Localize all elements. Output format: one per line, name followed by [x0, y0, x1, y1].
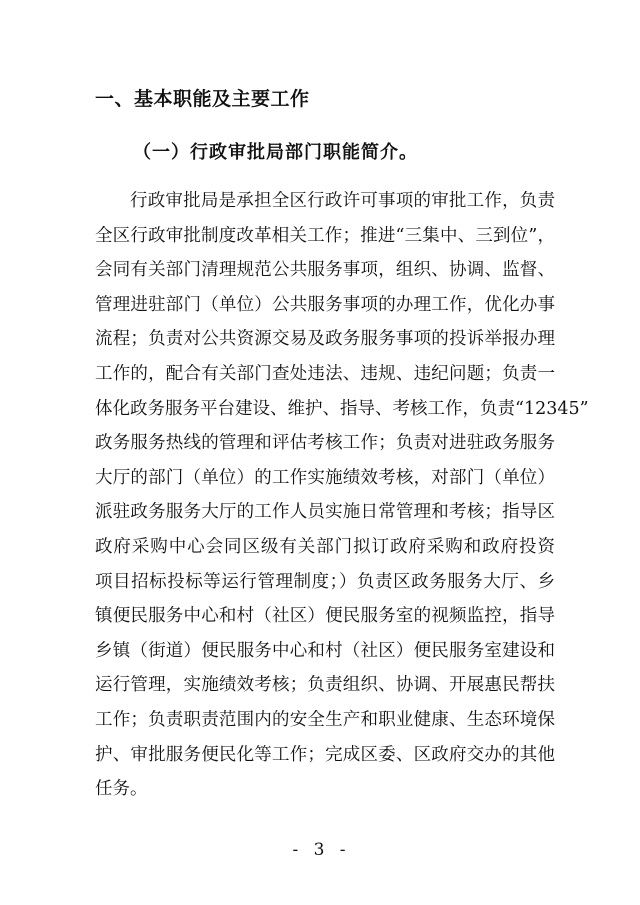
paragraph-line: 全区行政审批制度改革相关工作；推进“三集中、三到位”，: [95, 225, 555, 246]
paragraph-line: 任务。: [95, 779, 148, 800]
paragraph-line: 体化政务服务平台建设、维护、指导、考核工作，负责“12345”: [95, 398, 589, 419]
paragraph-line: 护、审批服务便民化等工作；完成区委、区政府交办的其他: [95, 744, 555, 765]
body-paragraph: [95, 184, 589, 807]
paragraph-line: 政务服务热线的管理和评估考核工作；负责对进驻政务服务: [95, 433, 555, 454]
paragraph-line: 政府采购中心会同区级有关部门拟订政府采购和政府投资: [95, 536, 555, 557]
paragraph-line: 镇便民服务中心和村（社区）便民服务室的视频监控，指导: [95, 606, 555, 627]
paragraph-line: 运行管理，实施绩效考核；负责组织、协调、开展惠民帮扶: [95, 675, 555, 696]
section-heading: 一、基本职能及主要工作: [95, 88, 310, 110]
paragraph-line: 项目招标投标等运行管理制度；）负责区政务服务大厅、乡: [95, 571, 555, 592]
paragraph-line: 管理进驻部门（单位）公共服务事项的办理工作，优化办事: [95, 294, 555, 315]
paragraph-line: 派驻政务服务大厅的工作人员实施日常管理和考核；指导区: [95, 502, 555, 523]
paragraph-line: 流程；负责对公共资源交易及政务服务事项的投诉举报办理: [95, 329, 555, 350]
section-subheading: （一）行政审批局部门职能简介。: [133, 142, 418, 163]
paragraph-line: 乡镇（街道）便民服务中心和村（社区）便民服务室建设和: [95, 640, 555, 661]
paragraph-line: 行政审批局是承担全区行政许可事项的审批工作，负责: [130, 191, 555, 211]
page-number: - 3 -: [292, 840, 348, 860]
paragraph-line: 会同有关部门清理规范公共服务事项，组织、协调、监督、: [95, 260, 555, 281]
paragraph-line: 大厅的部门（单位）的工作实施绩效考核，对部门（单位）: [95, 467, 555, 488]
paragraph-line: 工作；负责职责范围内的安全生产和职业健康、生态环境保: [95, 709, 555, 730]
paragraph-line: 工作的，配合有关部门查处违法、违规、违纪问题；负责一: [95, 363, 555, 384]
